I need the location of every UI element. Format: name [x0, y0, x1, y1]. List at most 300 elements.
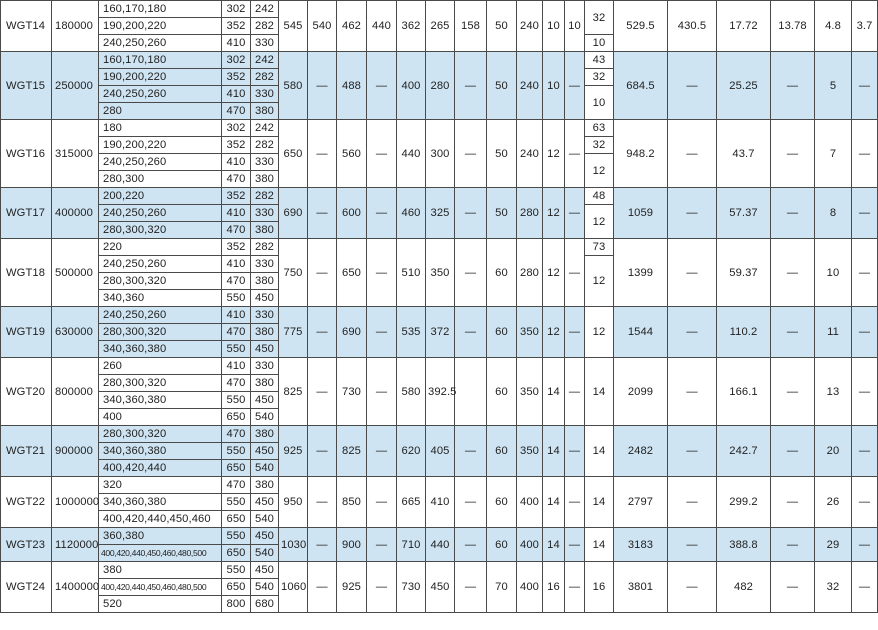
diameter-d-cell: 550 — [222, 290, 251, 307]
torque-cell: 1000000 — [52, 477, 99, 528]
diameter-d-cell: 410 — [222, 86, 251, 103]
diameter-d1-cell: 282 — [251, 239, 279, 256]
dim-b-cell: 580 — [397, 358, 426, 426]
dim-m-cell: 2482 — [614, 426, 668, 477]
table-row — [1, 358, 878, 375]
bore-range-cell: 320 — [99, 477, 222, 494]
dim-x1-cell: — — [852, 477, 878, 528]
k-cell: 14 — [585, 477, 614, 528]
dim-m1-cell: — — [668, 426, 717, 477]
dim-c1-cell: — — [455, 188, 487, 239]
bore-range-cell: 260 — [99, 358, 222, 375]
bore-range-cell: 340,360,380 — [99, 392, 222, 409]
k-cell: 32 — [585, 69, 614, 86]
dim-c-cell: 372 — [426, 307, 455, 358]
dim-l-cell: 580 — [279, 52, 308, 120]
diameter-d-cell: 550 — [222, 341, 251, 358]
model-group-wgt19 — [1, 307, 878, 358]
dim-e-cell: 50 — [487, 1, 517, 52]
dim-m1-cell: — — [668, 562, 717, 613]
bore-range-cell: 240,250,260 — [99, 205, 222, 222]
dim-f-cell: 350 — [517, 358, 543, 426]
dim-a-cell: 850 — [337, 477, 367, 528]
dim-a-cell: 900 — [337, 528, 367, 562]
diameter-d-cell: 650 — [222, 460, 251, 477]
dim-l-cell: 545 — [279, 1, 308, 52]
dim-f-cell: 350 — [517, 307, 543, 358]
dim-b-cell: 362 — [397, 1, 426, 52]
dim-e-cell: 60 — [487, 239, 517, 307]
dim-a-cell: 600 — [337, 188, 367, 239]
bore-range-cell: 240,250,260 — [99, 307, 222, 324]
dim-f-cell: 280 — [517, 239, 543, 307]
bore-range-cell: 280,300,320 — [99, 222, 222, 239]
torque-cell: 630000 — [52, 307, 99, 358]
diameter-d-cell: 550 — [222, 562, 251, 579]
dim-x1-cell: — — [852, 307, 878, 358]
diameter-d-cell: 302 — [222, 52, 251, 69]
table-row — [1, 188, 878, 205]
bore-range-cell: 240,250,260 — [99, 154, 222, 171]
dim-f-cell: 280 — [517, 188, 543, 239]
k-cell: 12 — [585, 205, 614, 239]
diameter-d-cell: 550 — [222, 528, 251, 545]
bore-range-cell: 340,360 — [99, 290, 222, 307]
dim-j1-cell: — — [771, 528, 815, 562]
dim-c1-cell: — — [455, 426, 487, 477]
dim-a-cell: 825 — [337, 426, 367, 477]
model-cell: WGT20 — [1, 358, 52, 426]
diameter-d-cell: 800 — [222, 596, 251, 613]
diameter-d1-cell: 330 — [251, 256, 279, 273]
k-cell: 14 — [585, 528, 614, 562]
diameter-d-cell: 410 — [222, 35, 251, 52]
diameter-d1-cell: 540 — [251, 460, 279, 477]
dim-m-cell: 2099 — [614, 358, 668, 426]
table-row — [1, 477, 878, 494]
dim-l1-cell: — — [308, 120, 337, 188]
diameter-d1-cell: 380 — [251, 426, 279, 443]
k-cell: 43 — [585, 52, 614, 69]
dim-b-cell: 400 — [397, 52, 426, 120]
dim-b-cell: 710 — [397, 528, 426, 562]
diameter-d-cell: 470 — [222, 171, 251, 188]
diameter-d-cell: 410 — [222, 256, 251, 273]
model-group-wgt14 — [1, 1, 878, 52]
bore-range-cell: 280 — [99, 103, 222, 120]
diameter-d1-cell: 282 — [251, 69, 279, 86]
dim-b-cell: 620 — [397, 426, 426, 477]
dim-c-cell: 300 — [426, 120, 455, 188]
dim-j-cell: 25.25 — [717, 52, 771, 120]
dim-a1-cell: — — [367, 307, 397, 358]
dim-j-cell: 110.2 — [717, 307, 771, 358]
bore-range-cell: 160,170,180 — [99, 52, 222, 69]
dim-b-cell: 665 — [397, 477, 426, 528]
dim-x1-cell: — — [852, 239, 878, 307]
table-row — [1, 1, 878, 18]
dim-g1-cell: — — [565, 562, 585, 613]
dim-c1-cell: — — [455, 477, 487, 528]
dim-c1-cell: — — [455, 562, 487, 613]
diameter-d1-cell: 540 — [251, 409, 279, 426]
dim-c1-cell: — — [455, 120, 487, 188]
table-row — [1, 528, 878, 545]
dim-l-cell: 690 — [279, 188, 308, 239]
torque-cell: 800000 — [52, 358, 99, 426]
dim-l1-cell: — — [308, 239, 337, 307]
dim-g-cell: 12 — [543, 188, 565, 239]
k-cell: 73 — [585, 239, 614, 256]
dim-g-cell: 14 — [543, 426, 565, 477]
diameter-d1-cell: 242 — [251, 52, 279, 69]
model-cell: WGT16 — [1, 120, 52, 188]
torque-cell: 315000 — [52, 120, 99, 188]
model-cell: WGT17 — [1, 188, 52, 239]
bore-range-cell: 520 — [99, 596, 222, 613]
dim-l-cell: 1030 — [279, 528, 308, 562]
dim-j1-cell: — — [771, 307, 815, 358]
dim-b-cell: 535 — [397, 307, 426, 358]
diameter-d1-cell: 450 — [251, 494, 279, 511]
diameter-d1-cell: 380 — [251, 171, 279, 188]
dim-f-cell: 400 — [517, 477, 543, 528]
dim-e-cell: 50 — [487, 120, 517, 188]
dim-l1-cell: — — [308, 52, 337, 120]
diameter-d1-cell: 450 — [251, 290, 279, 307]
dim-e-cell: 50 — [487, 52, 517, 120]
diameter-d-cell: 550 — [222, 494, 251, 511]
dim-l-cell: 925 — [279, 426, 308, 477]
dim-a-cell: 690 — [337, 307, 367, 358]
dim-c-cell: 265 — [426, 1, 455, 52]
diameter-d-cell: 650 — [222, 409, 251, 426]
diameter-d1-cell: 380 — [251, 273, 279, 290]
dim-a-cell: 925 — [337, 562, 367, 613]
dim-a-cell: 730 — [337, 358, 367, 426]
dim-g-cell: 12 — [543, 120, 565, 188]
torque-cell: 180000 — [52, 1, 99, 52]
dim-m-cell: 529.5 — [614, 1, 668, 52]
diameter-d1-cell: 282 — [251, 188, 279, 205]
bore-range-cell: 340,360,380 — [99, 443, 222, 460]
dim-a-cell: 488 — [337, 52, 367, 120]
dim-g1-cell: 10 — [565, 1, 585, 52]
bore-range-cell: 280,300,320 — [99, 324, 222, 341]
dim-a1-cell: — — [367, 562, 397, 613]
dim-l1-cell: 540 — [308, 1, 337, 52]
model-group-wgt24 — [1, 562, 878, 613]
diameter-d-cell: 470 — [222, 477, 251, 494]
dim-b-cell: 730 — [397, 562, 426, 613]
dim-f-cell: 400 — [517, 528, 543, 562]
diameter-d-cell: 470 — [222, 222, 251, 239]
dim-f-cell: 400 — [517, 562, 543, 613]
dim-g-cell: 12 — [543, 239, 565, 307]
k-cell: 12 — [585, 154, 614, 188]
dim-j1-cell: 13.78 — [771, 1, 815, 52]
diameter-d1-cell: 540 — [251, 545, 279, 562]
dim-m1-cell: — — [668, 120, 717, 188]
dim-e-cell: 60 — [487, 477, 517, 528]
k-cell: 32 — [585, 137, 614, 154]
dim-x-cell: 13 — [815, 358, 852, 426]
dim-a1-cell: — — [367, 120, 397, 188]
model-cell: WGT19 — [1, 307, 52, 358]
dim-x1-cell: — — [852, 188, 878, 239]
diameter-d1-cell: 330 — [251, 35, 279, 52]
dim-x-cell: 5 — [815, 52, 852, 120]
diameter-d1-cell: 330 — [251, 307, 279, 324]
torque-cell: 500000 — [52, 239, 99, 307]
dim-j-cell: 388.8 — [717, 528, 771, 562]
dim-j-cell: 242.7 — [717, 426, 771, 477]
torque-cell: 1400000 — [52, 562, 99, 613]
dim-j1-cell: — — [771, 239, 815, 307]
dim-j1-cell: — — [771, 562, 815, 613]
diameter-d1-cell: 242 — [251, 120, 279, 137]
diameter-d-cell: 410 — [222, 358, 251, 375]
dim-l1-cell: — — [308, 358, 337, 426]
diameter-d-cell: 470 — [222, 273, 251, 290]
diameter-d-cell: 470 — [222, 375, 251, 392]
diameter-d1-cell: 380 — [251, 103, 279, 120]
diameter-d-cell: 650 — [222, 579, 251, 596]
k-cell: 14 — [585, 426, 614, 477]
dim-l1-cell: — — [308, 528, 337, 562]
diameter-d1-cell: 242 — [251, 1, 279, 18]
dim-c-cell: 405 — [426, 426, 455, 477]
dim-m1-cell: — — [668, 358, 717, 426]
dim-c1-cell: — — [455, 528, 487, 562]
bore-range-cell: 340,360,380 — [99, 341, 222, 358]
diameter-d-cell: 302 — [222, 1, 251, 18]
dim-e-cell: 70 — [487, 562, 517, 613]
model-group-wgt20 — [1, 358, 878, 426]
dim-j-cell: 59.37 — [717, 239, 771, 307]
k-cell: 12 — [585, 307, 614, 358]
dim-x-cell: 29 — [815, 528, 852, 562]
dim-a1-cell: — — [367, 477, 397, 528]
k-cell: 10 — [585, 35, 614, 52]
dim-a-cell: 462 — [337, 1, 367, 52]
dim-e-cell: 60 — [487, 307, 517, 358]
dim-g-cell: 12 — [543, 307, 565, 358]
dim-l-cell: 950 — [279, 477, 308, 528]
table-row — [1, 239, 878, 256]
diameter-d1-cell: 330 — [251, 205, 279, 222]
diameter-d-cell: 650 — [222, 545, 251, 562]
dim-x-cell: 26 — [815, 477, 852, 528]
diameter-d1-cell: 450 — [251, 392, 279, 409]
dim-c-cell: 325 — [426, 188, 455, 239]
diameter-d-cell: 470 — [222, 426, 251, 443]
model-group-wgt18 — [1, 239, 878, 307]
diameter-d-cell: 352 — [222, 18, 251, 35]
torque-cell: 400000 — [52, 188, 99, 239]
dim-c-cell: 280 — [426, 52, 455, 120]
dim-m1-cell: — — [668, 188, 717, 239]
bore-range-cell: 190,200,220 — [99, 18, 222, 35]
dim-l1-cell: — — [308, 307, 337, 358]
bore-range-cell: 240,250,260 — [99, 86, 222, 103]
diameter-d-cell: 410 — [222, 154, 251, 171]
diameter-d1-cell: 540 — [251, 511, 279, 528]
dim-m-cell: 1059 — [614, 188, 668, 239]
dim-x-cell: 11 — [815, 307, 852, 358]
bore-range-cell: 190,200,220 — [99, 137, 222, 154]
dim-x1-cell: — — [852, 358, 878, 426]
bore-range-cell: 240,250,260 — [99, 256, 222, 273]
dim-a1-cell: — — [367, 358, 397, 426]
dim-g-cell: 16 — [543, 562, 565, 613]
dim-a1-cell: — — [367, 426, 397, 477]
dim-a1-cell: — — [367, 188, 397, 239]
diameter-d-cell: 352 — [222, 239, 251, 256]
diameter-d1-cell: 380 — [251, 375, 279, 392]
diameter-d1-cell: 450 — [251, 341, 279, 358]
diameter-d1-cell: 282 — [251, 137, 279, 154]
dim-c-cell: 450 — [426, 562, 455, 613]
model-cell: WGT15 — [1, 52, 52, 120]
bore-range-cell: 190,200,220 — [99, 69, 222, 86]
bore-range-cell: 280,300 — [99, 171, 222, 188]
dim-m-cell: 2797 — [614, 477, 668, 528]
dim-g1-cell: — — [565, 477, 585, 528]
dim-m1-cell: — — [668, 239, 717, 307]
dim-l-cell: 825 — [279, 358, 308, 426]
table-row — [1, 52, 878, 69]
bore-range-cell: 400,420,440,450,460 — [99, 511, 222, 528]
dim-x-cell: 10 — [815, 239, 852, 307]
dim-l1-cell: — — [308, 188, 337, 239]
dim-f-cell: 350 — [517, 426, 543, 477]
dim-j-cell: 482 — [717, 562, 771, 613]
dim-f-cell: 240 — [517, 1, 543, 52]
table-row — [1, 562, 878, 579]
dim-c-cell: 350 — [426, 239, 455, 307]
dim-g1-cell: — — [565, 358, 585, 426]
dim-j1-cell: — — [771, 52, 815, 120]
dim-g1-cell: — — [565, 239, 585, 307]
dim-f-cell: 240 — [517, 120, 543, 188]
dim-g-cell: 10 — [543, 1, 565, 52]
diameter-d1-cell: 330 — [251, 154, 279, 171]
dim-g1-cell: — — [565, 52, 585, 120]
model-cell: WGT21 — [1, 426, 52, 477]
dim-c1-cell: — — [455, 52, 487, 120]
k-cell: 63 — [585, 120, 614, 137]
dim-x1-cell: — — [852, 562, 878, 613]
bore-range-cell: 280,300,320 — [99, 426, 222, 443]
dim-m1-cell: — — [668, 307, 717, 358]
diameter-d1-cell: 330 — [251, 86, 279, 103]
diameter-d-cell: 352 — [222, 188, 251, 205]
dim-l-cell: 650 — [279, 120, 308, 188]
dim-l-cell: 750 — [279, 239, 308, 307]
dim-a1-cell: — — [367, 239, 397, 307]
diameter-d-cell: 302 — [222, 120, 251, 137]
k-cell: 14 — [585, 358, 614, 426]
table-row — [1, 120, 878, 137]
dim-x1-cell: 3.7 — [852, 1, 878, 52]
dim-j-cell: 166.1 — [717, 358, 771, 426]
dim-a-cell: 560 — [337, 120, 367, 188]
k-cell: 12 — [585, 256, 614, 307]
dim-j-cell: 43.7 — [717, 120, 771, 188]
dim-m-cell: 684.5 — [614, 52, 668, 120]
dim-c1-cell: — — [455, 239, 487, 307]
dim-g-cell: 14 — [543, 528, 565, 562]
dim-x-cell: 8 — [815, 188, 852, 239]
torque-cell: 250000 — [52, 52, 99, 120]
dim-x-cell: 4.8 — [815, 1, 852, 52]
dim-a-cell: 650 — [337, 239, 367, 307]
bore-range-cell: 220 — [99, 239, 222, 256]
diameter-d1-cell: 380 — [251, 324, 279, 341]
diameter-d-cell: 550 — [222, 392, 251, 409]
bore-range-cell: 360,380 — [99, 528, 222, 545]
bore-range-cell: 380 — [99, 562, 222, 579]
k-cell: 48 — [585, 188, 614, 205]
table-row — [1, 426, 878, 443]
dim-b-cell: 460 — [397, 188, 426, 239]
bore-range-cell: 180 — [99, 120, 222, 137]
dim-e-cell: 60 — [487, 528, 517, 562]
dim-m-cell: 3801 — [614, 562, 668, 613]
dim-c-cell: 410 — [426, 477, 455, 528]
torque-cell: 1120000 — [52, 528, 99, 562]
dim-x1-cell: — — [852, 528, 878, 562]
dim-m1-cell: — — [668, 52, 717, 120]
dim-c1-cell: — — [455, 307, 487, 358]
dim-b-cell: 510 — [397, 239, 426, 307]
model-cell: WGT24 — [1, 562, 52, 613]
diameter-d1-cell: 282 — [251, 18, 279, 35]
dim-j-cell: 17.72 — [717, 1, 771, 52]
dim-j-cell: 57.37 — [717, 188, 771, 239]
dim-x-cell: 20 — [815, 426, 852, 477]
bore-range-cell: 400,420,440,450,460,480,500 — [99, 545, 222, 562]
dim-g-cell: 14 — [543, 477, 565, 528]
dim-g1-cell: — — [565, 528, 585, 562]
diameter-d1-cell: 330 — [251, 358, 279, 375]
dim-l1-cell: — — [308, 562, 337, 613]
dim-g1-cell: — — [565, 188, 585, 239]
dim-m-cell: 1399 — [614, 239, 668, 307]
dim-c-cell: 440 — [426, 528, 455, 562]
dim-x-cell: 7 — [815, 120, 852, 188]
dim-a1-cell: — — [367, 52, 397, 120]
dim-x-cell: 32 — [815, 562, 852, 613]
k-cell: 32 — [585, 1, 614, 35]
dim-l-cell: 775 — [279, 307, 308, 358]
bore-range-cell: 200,220 — [99, 188, 222, 205]
torque-cell: 900000 — [52, 426, 99, 477]
dim-j-cell: 299.2 — [717, 477, 771, 528]
diameter-d1-cell: 450 — [251, 443, 279, 460]
bore-range-cell: 280,300,320 — [99, 273, 222, 290]
diameter-d1-cell: 450 — [251, 562, 279, 579]
bore-range-cell: 400 — [99, 409, 222, 426]
table-row — [1, 307, 878, 324]
diameter-d1-cell: 540 — [251, 579, 279, 596]
dim-x1-cell: — — [852, 52, 878, 120]
bore-range-cell: 240,250,260 — [99, 35, 222, 52]
model-group-wgt22 — [1, 477, 878, 528]
model-group-wgt17 — [1, 188, 878, 239]
diameter-d1-cell: 450 — [251, 528, 279, 545]
